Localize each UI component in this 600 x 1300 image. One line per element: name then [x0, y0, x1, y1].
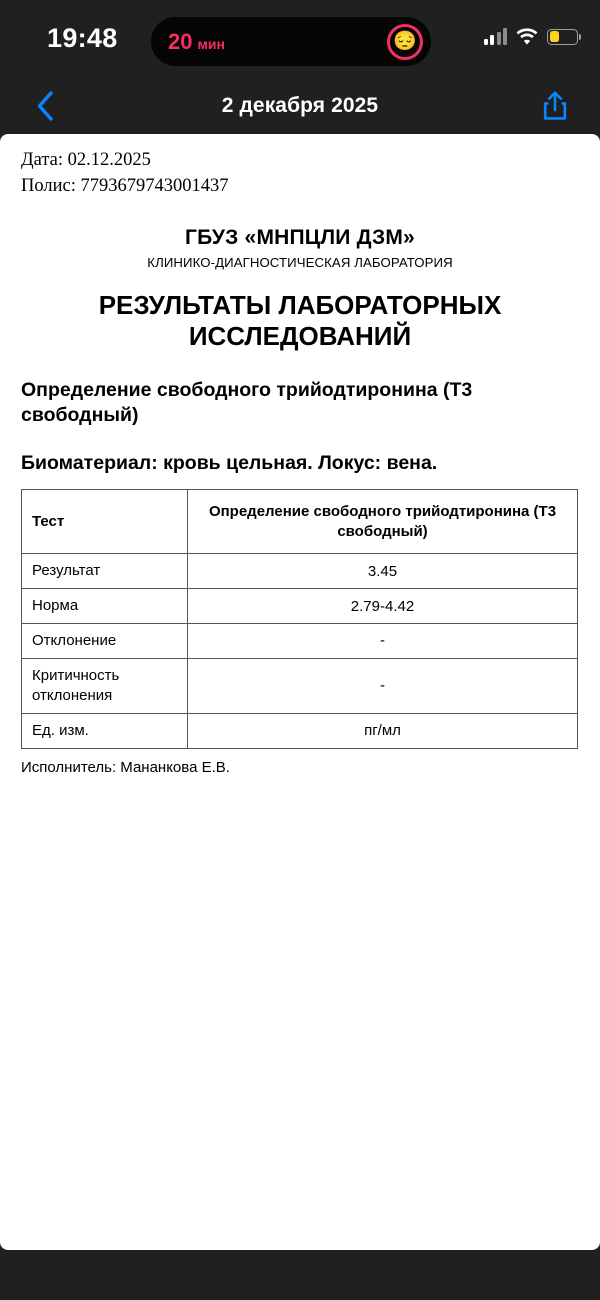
status-bar-clock: 19:48	[47, 23, 118, 53]
row-label-norm: Норма	[22, 589, 188, 624]
biomaterial-line: Биоматериал: кровь цельная. Локус: вена.	[21, 452, 438, 475]
table-header-value: Определение свободного трийодтиронина (Т3 свободный)	[188, 490, 578, 554]
row-label-units: Ед. изм.	[22, 713, 188, 748]
table-header-label: Тест	[22, 490, 188, 554]
document-title: РЕЗУЛЬТАТЫ ЛАБОРАТОРНЫХ ИССЛЕДОВАНИЙ	[98, 290, 502, 351]
row-label-result: Результат	[22, 554, 188, 589]
page-title: 2 декабря 2025	[221, 94, 379, 117]
row-value-deviation-criticality: -	[188, 658, 578, 713]
row-value-norm: 2.79-4.42	[188, 589, 578, 624]
live-activity-timer-value: 20	[168, 28, 193, 54]
table-row	[22, 624, 578, 659]
live-activity-timer-unit: мин	[197, 35, 225, 52]
row-value-result: 3.45	[188, 554, 578, 589]
document-sheet[interactable]	[0, 134, 600, 1250]
table-row	[22, 589, 578, 624]
navigation-bar	[0, 78, 600, 134]
organization-name: ГБУЗ «МНПЦЛИ ДЗМ»	[185, 226, 415, 250]
results-table	[21, 489, 578, 749]
live-activity-timer	[168, 28, 225, 54]
row-value-units: пг/мл	[188, 713, 578, 748]
row-label-deviation: Отклонение	[22, 624, 188, 659]
battery-fill-level	[550, 31, 560, 42]
document-date: Дата: 02.12.2025	[21, 150, 151, 170]
row-value-deviation: -	[188, 624, 578, 659]
battery-icon	[547, 29, 578, 45]
back-button[interactable]	[28, 89, 62, 123]
table-row	[22, 554, 578, 589]
share-icon	[542, 91, 568, 121]
chevron-left-icon	[36, 91, 54, 121]
live-activity-progress-ring	[387, 24, 423, 60]
table-row	[22, 658, 578, 713]
table-row-header	[22, 490, 578, 554]
organization-subtitle: КЛИНИКО-ДИАГНОСТИЧЕСКАЯ ЛАБОРАТОРИЯ	[147, 255, 453, 271]
status-bar	[0, 0, 600, 78]
performer-line: Исполнитель: Мананкова Е.В.	[21, 758, 230, 776]
row-label-deviation-criticality: Критичность отклонения	[22, 658, 188, 713]
table-row	[22, 713, 578, 748]
share-button[interactable]	[538, 89, 572, 123]
sad-face-emoji-icon: 😔	[393, 31, 417, 52]
test-name-heading: Определение свободного трийодтиронина (Т3 свободный)	[21, 379, 473, 427]
status-bar-indicators	[484, 28, 579, 45]
cellular-signal-icon	[484, 28, 508, 45]
organization-block	[21, 226, 579, 270]
dynamic-island-live-activity[interactable]	[151, 17, 431, 66]
document-policy-number: Полис: 7793679743001437	[21, 175, 229, 196]
wifi-icon	[516, 28, 538, 45]
